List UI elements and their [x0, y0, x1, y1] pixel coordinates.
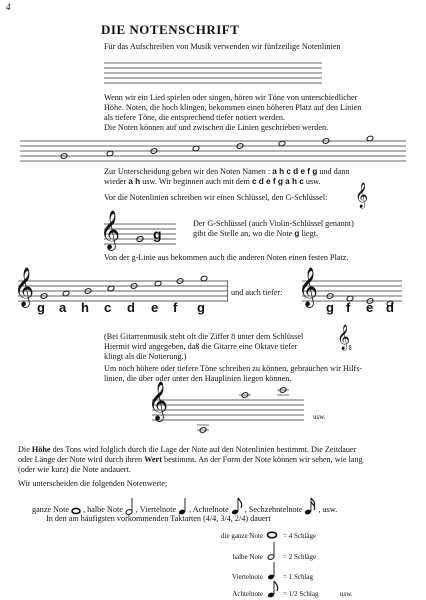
ascending-notes-staff: [20, 139, 406, 169]
treble-clef-icon: 𝄞: [148, 381, 169, 421]
table-name-2: Viertelnote: [231, 573, 263, 581]
wert-bold: Wert: [144, 455, 162, 464]
intro-text: Für das Aufschreiben von Musik verwenden wir fünfzeilige Notenlinien: [104, 42, 341, 51]
up-note-label: a: [59, 300, 67, 315]
note-names-line1: Zur Unterscheidung geben wir den Noten Namen : a h c d e f g und dann: [104, 167, 350, 176]
quarter-note-label: , Viertelnote: [135, 504, 177, 514]
treble-clef-icon: 𝄞: [298, 267, 319, 307]
para1-line3: als tiefere Töne, die entsprechend tiefer notiert werden.: [104, 113, 286, 122]
usw-end: , usw.: [318, 504, 338, 514]
eighth-note-icon: [231, 497, 243, 515]
ledger-lines-staff: [152, 394, 304, 434]
up-note-label: e: [151, 300, 159, 315]
treble-clef-octave-icon: 𝄠: [337, 325, 353, 350]
quarter-note-icon: [267, 561, 277, 580]
distinguish-text: Wir unterscheiden die folgenden Notenwerte;: [18, 479, 168, 488]
hoehe-line: Die Höhe des Tons wird folglich durch die Lage der Note auf den Notenlinien bestimmt. Die Zeitdauer: [18, 445, 357, 454]
guitar-line2: Hiermit wird angegeben, daß die Gitarre eine Oktave tiefer: [104, 342, 298, 351]
up-note-label: h: [81, 300, 89, 315]
table-usw: usw.: [340, 590, 353, 598]
half-note-icon: [267, 541, 277, 560]
wert-line3: (oder wie kurz) die Note andauert.: [18, 465, 131, 474]
whole-note-label: ganze Note: [32, 504, 70, 514]
table-value-1: = 2 Schläge: [283, 553, 317, 561]
para1-line1: Wenn wir ein Lied spielen oder singen, hören wir Töne von unterschiedlicher: [104, 93, 358, 102]
up-note-label: c: [104, 300, 112, 315]
eighth-note-label: , Achtelnote: [189, 504, 229, 514]
page-title: DIE NOTENSCHRIFT: [101, 22, 240, 37]
ledger-line1: Um noch höhere oder tiefere Töne schreiben zu können, gebrauchen wir Hilfs-: [104, 364, 363, 373]
para1-line2: Höhe. Noten, die hoch klingen, bekommen einen höheren Platz auf den Linien: [104, 103, 362, 112]
treble-clef-icon: 𝄞: [100, 210, 121, 250]
treble-clef-icon: 𝄞: [355, 183, 369, 208]
up-note-label: d: [127, 300, 135, 315]
takt-text: In den am häufigsten vorkommenden Taktarten (4/4, 3/4, 2/4) dauert: [46, 514, 271, 523]
up-note-label: f: [173, 300, 178, 315]
usw-label: usw.: [313, 413, 326, 421]
clef-intro-text: Vor die Notenlinien schreiben wir einen Schlüssel, den G-Schlüssel:: [104, 193, 328, 202]
from-g-text: Von der g-Linie aus bekommen auch die anderen Noten einen festen Platz.: [104, 253, 349, 262]
up-note-label: g: [197, 300, 205, 315]
note-values-row: [32, 497, 337, 515]
and-lower-text: und auch tiefer:: [231, 288, 283, 297]
names-bold-1: a h c d e f g: [272, 167, 318, 176]
treble-clef-icon: 𝄞: [14, 267, 35, 307]
down-note-label: d: [386, 300, 394, 315]
up-note-label: g: [37, 300, 45, 315]
down-note-label: f: [346, 300, 351, 315]
empty-staff: [104, 62, 322, 88]
half-note-icon: [125, 497, 134, 515]
table-name-3: Achtelnote: [232, 590, 263, 598]
page-number: 4: [6, 2, 11, 12]
wert-line: oder Länge der Note wird durch ihren Wert bestimmt. An der Form der Note können wir sehen, wie lang: [18, 455, 363, 464]
ledger-line2: linien, die über oder unter den Hauplinien liegen können.: [104, 374, 292, 383]
para1-line4: Die Noten können auf und zwischen die Linien geschrieben werden.: [104, 123, 329, 132]
whole-note-icon: [266, 530, 278, 540]
names-bold-3: c d e f g a h c: [251, 177, 304, 186]
eighth-note-icon: [267, 580, 279, 598]
gclef-line2: gibt die Stelle an, wo die Note g liegt.: [193, 229, 319, 238]
table-name-0: die ganze Note: [221, 532, 263, 540]
table-value-0: = 4 Schläge: [283, 532, 317, 540]
hoehe-bold: Höhe: [31, 445, 51, 454]
gclef-bold-g: g: [294, 229, 300, 238]
guitar-line3: klingt als die Notierung.): [104, 352, 187, 361]
table-value-3: = 1/2 Schlag: [283, 590, 319, 598]
note-names-line2: wieder a h usw. Wir beginnen auch mit dem c d e f g a h c usw.: [104, 177, 321, 186]
half-note-label: , halbe Note: [83, 504, 123, 514]
table-name-1: halbe Note: [232, 553, 263, 561]
sixteenth-note-icon: [304, 497, 316, 515]
gclef-line1: Der G-Schlüssel (auch Violin-Schlüssel genannt): [193, 219, 354, 228]
table-value-2: = 1 Schlag: [283, 573, 313, 581]
g-label: g: [153, 226, 162, 242]
quarter-note-icon: [178, 497, 187, 515]
names-bold-2: a h: [128, 177, 141, 186]
down-note-label: g: [326, 300, 334, 315]
down-note-label: e: [366, 300, 374, 315]
sixteenth-note-label: , Sechzehntelnote: [244, 504, 303, 514]
guitar-line1: (Bei Gitarrenmusik steht oft die Ziffer 8 unter dem Schlüssel: [104, 332, 304, 341]
